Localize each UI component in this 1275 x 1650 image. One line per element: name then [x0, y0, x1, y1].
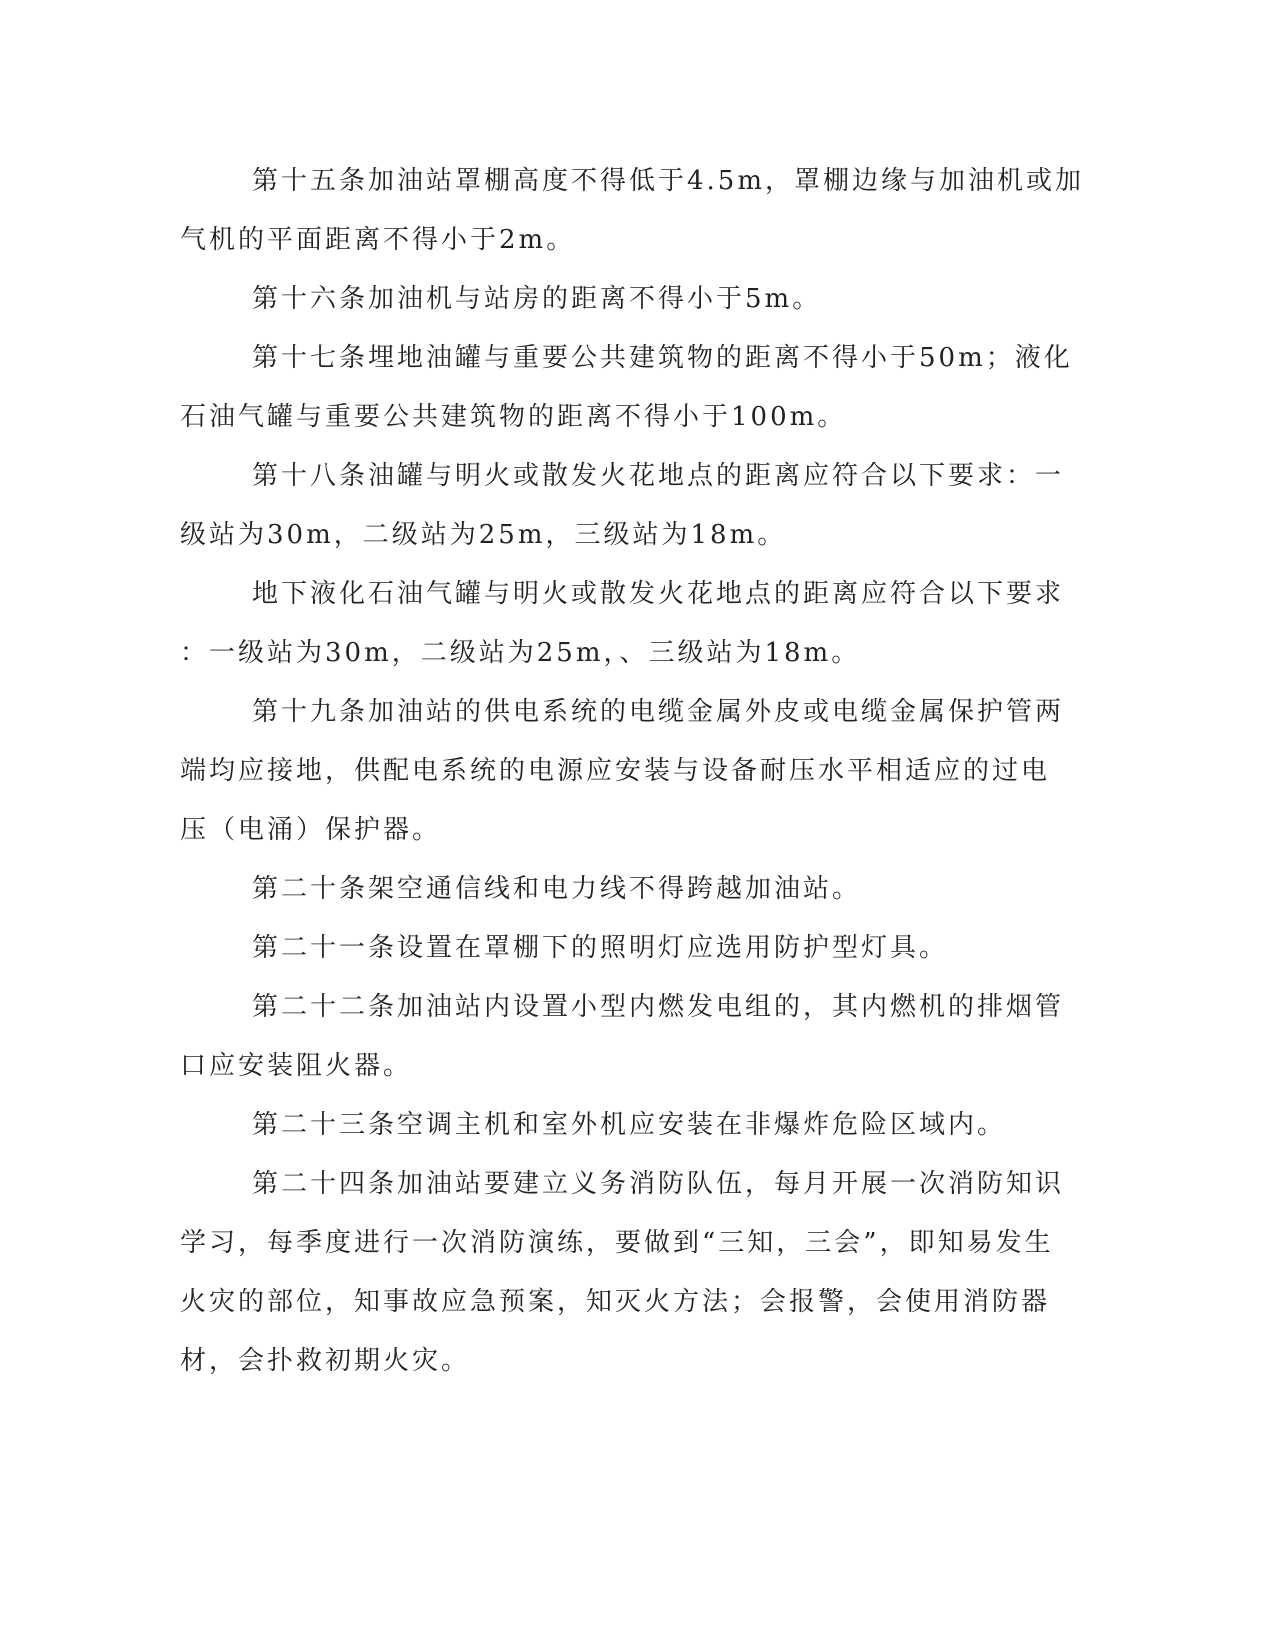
text-line: 第十八条油罐与明火或散发火花地点的距离应符合以下要求：一 — [252, 461, 1065, 491]
text-line: 第十七条埋地油罐与重要公共建筑物的距离不得小于50m；液化 — [252, 343, 1073, 373]
text-line: ：一级站为30m，二级站为25m，、三级站为18m。 — [180, 638, 861, 668]
text-line: 压（电涌）保护器。 — [180, 815, 442, 845]
text-line: 第二十三条空调主机和室外机应安装在非爆炸危险区域内。 — [252, 1110, 1007, 1140]
text-line: 第十五条加油站罩棚高度不得低于4.5m，罩棚边缘与加油机或加 — [252, 166, 1085, 196]
text-line: 学习，每季度进行一次消防演练，要做到“三知，三会”，即知易发生 — [180, 1228, 1054, 1258]
text-line: 端均应接地，供配电系统的电源应安装与设备耐压水平相适应的过电 — [180, 756, 1051, 786]
text-line: 石油气罐与重要公共建筑物的距离不得小于100m。 — [180, 402, 847, 432]
document-body — [180, 152, 1085, 1391]
text-line: 口应安装阻火器。 — [180, 1051, 413, 1081]
text-line: 地下液化石油气罐与明火或散发火花地点的距离应符合以下要求 — [252, 579, 1065, 609]
text-line: 材，会扑救初期火灾。 — [180, 1346, 471, 1376]
text-line: 第二十一条设置在罩棚下的照明灯应选用防护型灯具。 — [252, 933, 949, 963]
text-line: 第二十条架空通信线和电力线不得跨越加油站。 — [252, 874, 862, 904]
text-line: 火灾的部位，知事故应急预案，知灭火方法；会报警，会使用消防器 — [180, 1287, 1051, 1317]
text-line: 第十九条加油站的供电系统的电缆金属外皮或电缆金属保护管两 — [252, 697, 1065, 727]
text-line: 第二十四条加油站要建立义务消防队伍，每月开展一次消防知识 — [252, 1169, 1065, 1199]
text-line: 气机的平面距离不得小于2m。 — [180, 225, 576, 255]
text-line: 级站为30m，二级站为25m，三级站为18m。 — [180, 520, 787, 550]
text-line: 第二十二条加油站内设置小型内燃发电组的，其内燃机的排烟管 — [252, 992, 1065, 1022]
text-line: 第十六条加油机与站房的距离不得小于5m。 — [252, 284, 822, 314]
